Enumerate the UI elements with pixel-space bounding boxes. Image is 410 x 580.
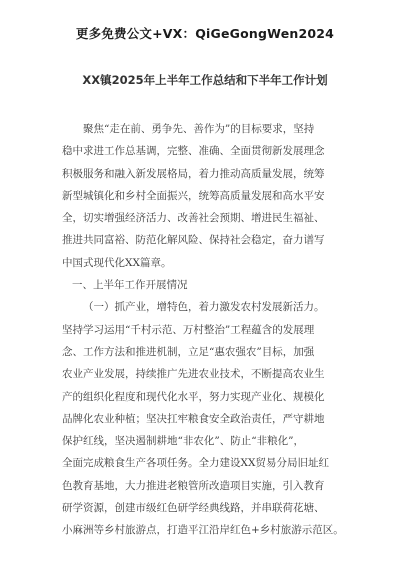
section-line-5: 品牌化农业种植；坚决扛牢粮食安全政治责任，严守耕地	[62, 412, 325, 425]
promo-header: 更多免费公文+VX：QiGeGongWen2024	[75, 26, 335, 41]
section-line-9: 研学资源，创建市级红色研学经典线路，并串联荷花塘、	[62, 502, 325, 515]
intro-line-5: 全，切实增强经济活力、改善社会预期、增进民生福祉、	[62, 212, 325, 225]
intro-line-2: 稳中求进工作总基调，完整、准确、全面贯彻新发展理念	[62, 145, 325, 158]
intro-line-1: 聚焦“走在前、勇争先、善作为”的目标要求，坚持	[83, 123, 315, 135]
document-title: XX镇2025年上半年工作总结和下半年工作计划	[82, 73, 328, 87]
intro-line-3: 积极服务和融入新发展格局，着力推动高质量发展，统筹	[62, 167, 325, 180]
section-line-1: 坚持学习运用“千村示范、万村整治”工程蕴含的发展理	[62, 323, 315, 336]
intro-line-6: 推进共同富裕、防范化解风险、保持社会稳定，奋力谱写	[62, 234, 325, 247]
intro-line-4: 新型城镇化和乡村全面振兴，统筹高质量发展和高水平安	[62, 189, 325, 202]
subsection-heading: （一）抓产业，增特色，着力激发农村发展新活力。	[83, 301, 325, 314]
section-line-6: 保护红线，坚决遏制耕地“非农化”、防止“非粮化”，	[62, 435, 304, 448]
section-heading: 一、上半年工作开展情况	[72, 279, 188, 292]
intro-line-7: 中国式现代化XX篇章。	[62, 256, 172, 269]
section-line-10: 小麻洲等乡村旅游点，打造平江沿岸红色+乡村旅游示范区。	[62, 524, 344, 537]
document-body	[62, 118, 354, 542]
section-line-3: 农业产业发展，持续推广先进农业技术，不断提高农业生	[62, 368, 325, 381]
section-line-2: 念、工作方法和推进机制，立足“惠农强农”目标，加强	[62, 345, 315, 358]
section-line-4: 产的组织化程度和现代化水平，努力实现产业化、规模化	[62, 390, 325, 403]
section-line-8: 色教育基地，大力推进老粮管所改造项目实施，引入教育	[62, 479, 325, 492]
section-line-7: 全面完成粮食生产各项任务。全力建设XX贸易分局旧址红	[62, 457, 329, 470]
